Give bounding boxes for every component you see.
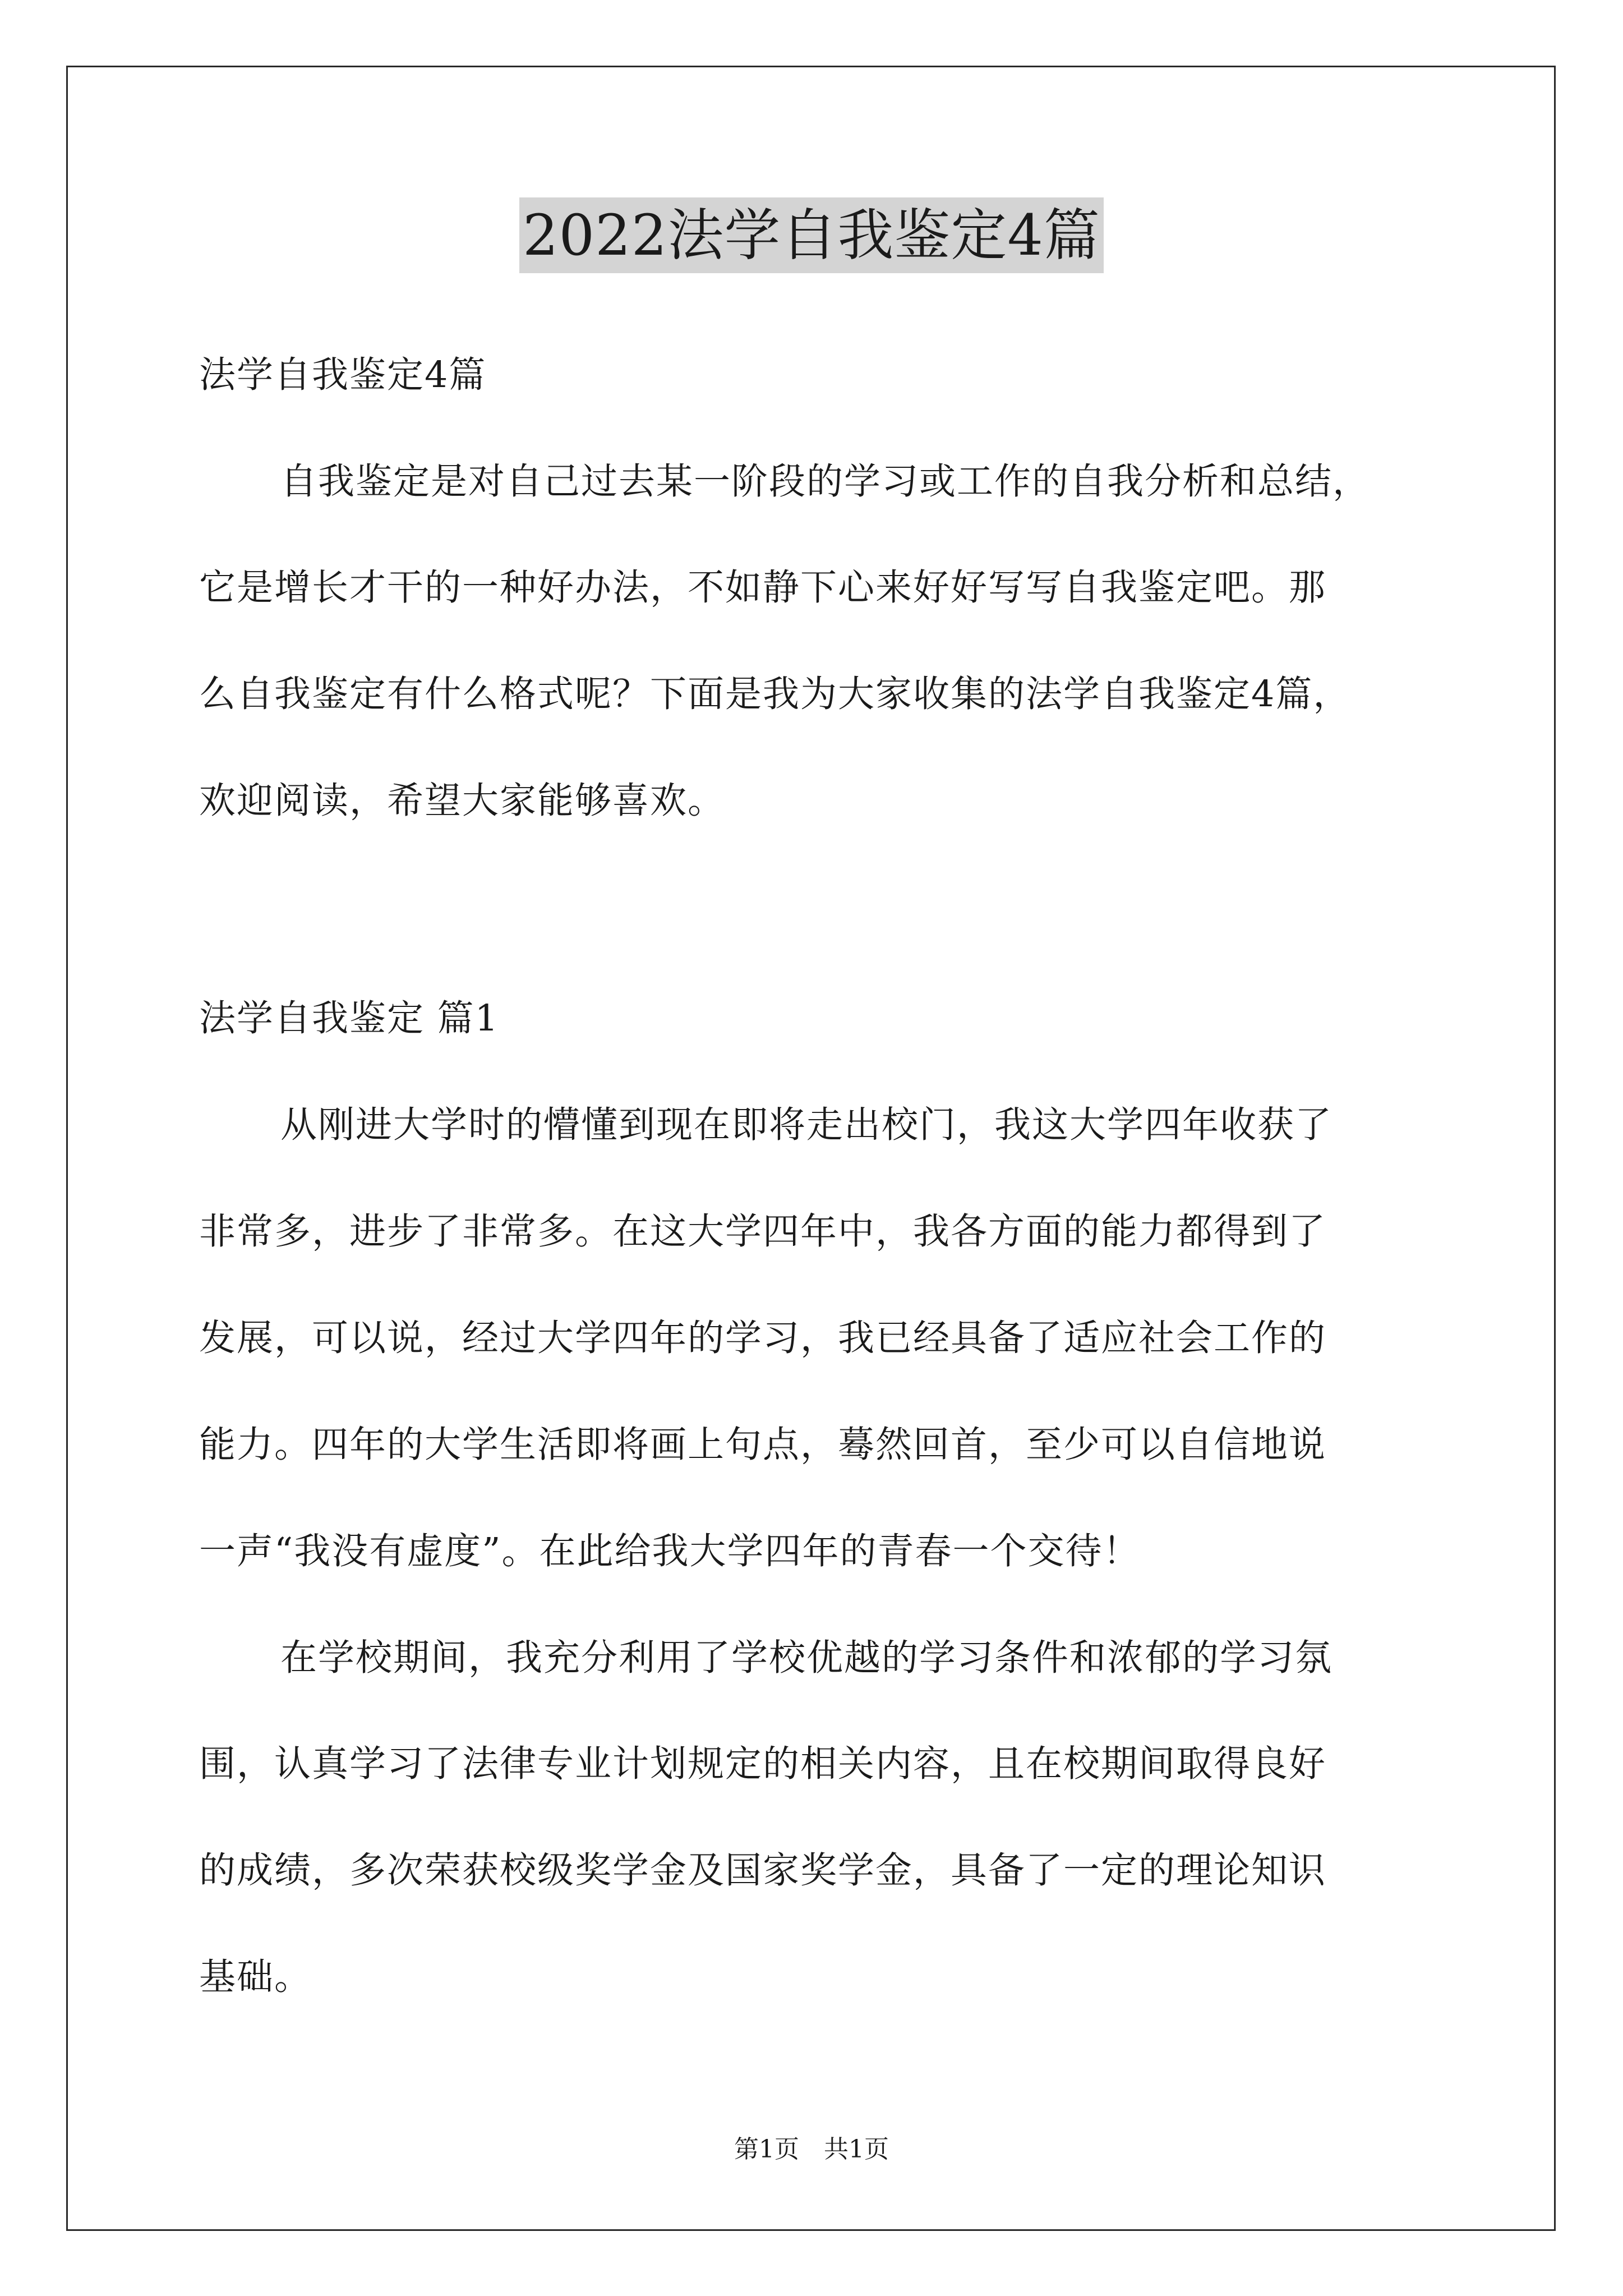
title-container — [0, 197, 1623, 273]
intro-line: 欢迎阅读，希望大家能够喜欢。 — [199, 780, 726, 822]
paragraph-line: 一声“我没有虚度”。在此给我大学四年的青春一个交待！ — [199, 1530, 1141, 1572]
intro-line: 自我鉴定是对自己过去某一阶段的学习或工作的自我分析和总结， — [280, 461, 1371, 503]
paragraph-line: 的成绩，多次荣获校级奖学金及国家奖学金，具备了一定的理论知识 — [199, 1849, 1327, 1892]
paragraph-line: 基础。 — [199, 1956, 312, 1998]
paragraph-line: 能力。四年的大学生活即将画上句点，蓦然回首，至少可以自信地说 — [199, 1424, 1327, 1466]
document-subtitle: 法学自我鉴定4篇 — [199, 354, 487, 396]
intro-line: 它是增长才干的一种好办法，不如静下心来好好写写自我鉴定吧。那 — [199, 567, 1327, 609]
document-title: 2022法学自我鉴定4篇 — [519, 197, 1104, 273]
page-footer: 第1页 共1页 — [734, 2135, 889, 2164]
intro-line: 么自我鉴定有什么格式呢？下面是我为大家收集的法学自我鉴定4篇， — [199, 673, 1351, 715]
paragraph-line: 在学校期间，我充分利用了学校优越的学习条件和浓郁的学习氛 — [280, 1637, 1333, 1679]
paragraph-line: 发展，可以说，经过大学四年的学习，我已经具备了适应社会工作的 — [199, 1317, 1327, 1359]
paragraph-line: 围，认真学习了法律专业计划规定的相关内容，且在校期间取得良好 — [199, 1743, 1327, 1785]
paragraph-line: 从刚进大学时的懵懂到现在即将走出校门，我这大学四年收获了 — [280, 1104, 1333, 1146]
section-heading: 法学自我鉴定 篇1 — [199, 997, 500, 1039]
paragraph-line: 非常多，进步了非常多。在这大学四年中，我各方面的能力都得到了 — [199, 1211, 1327, 1253]
